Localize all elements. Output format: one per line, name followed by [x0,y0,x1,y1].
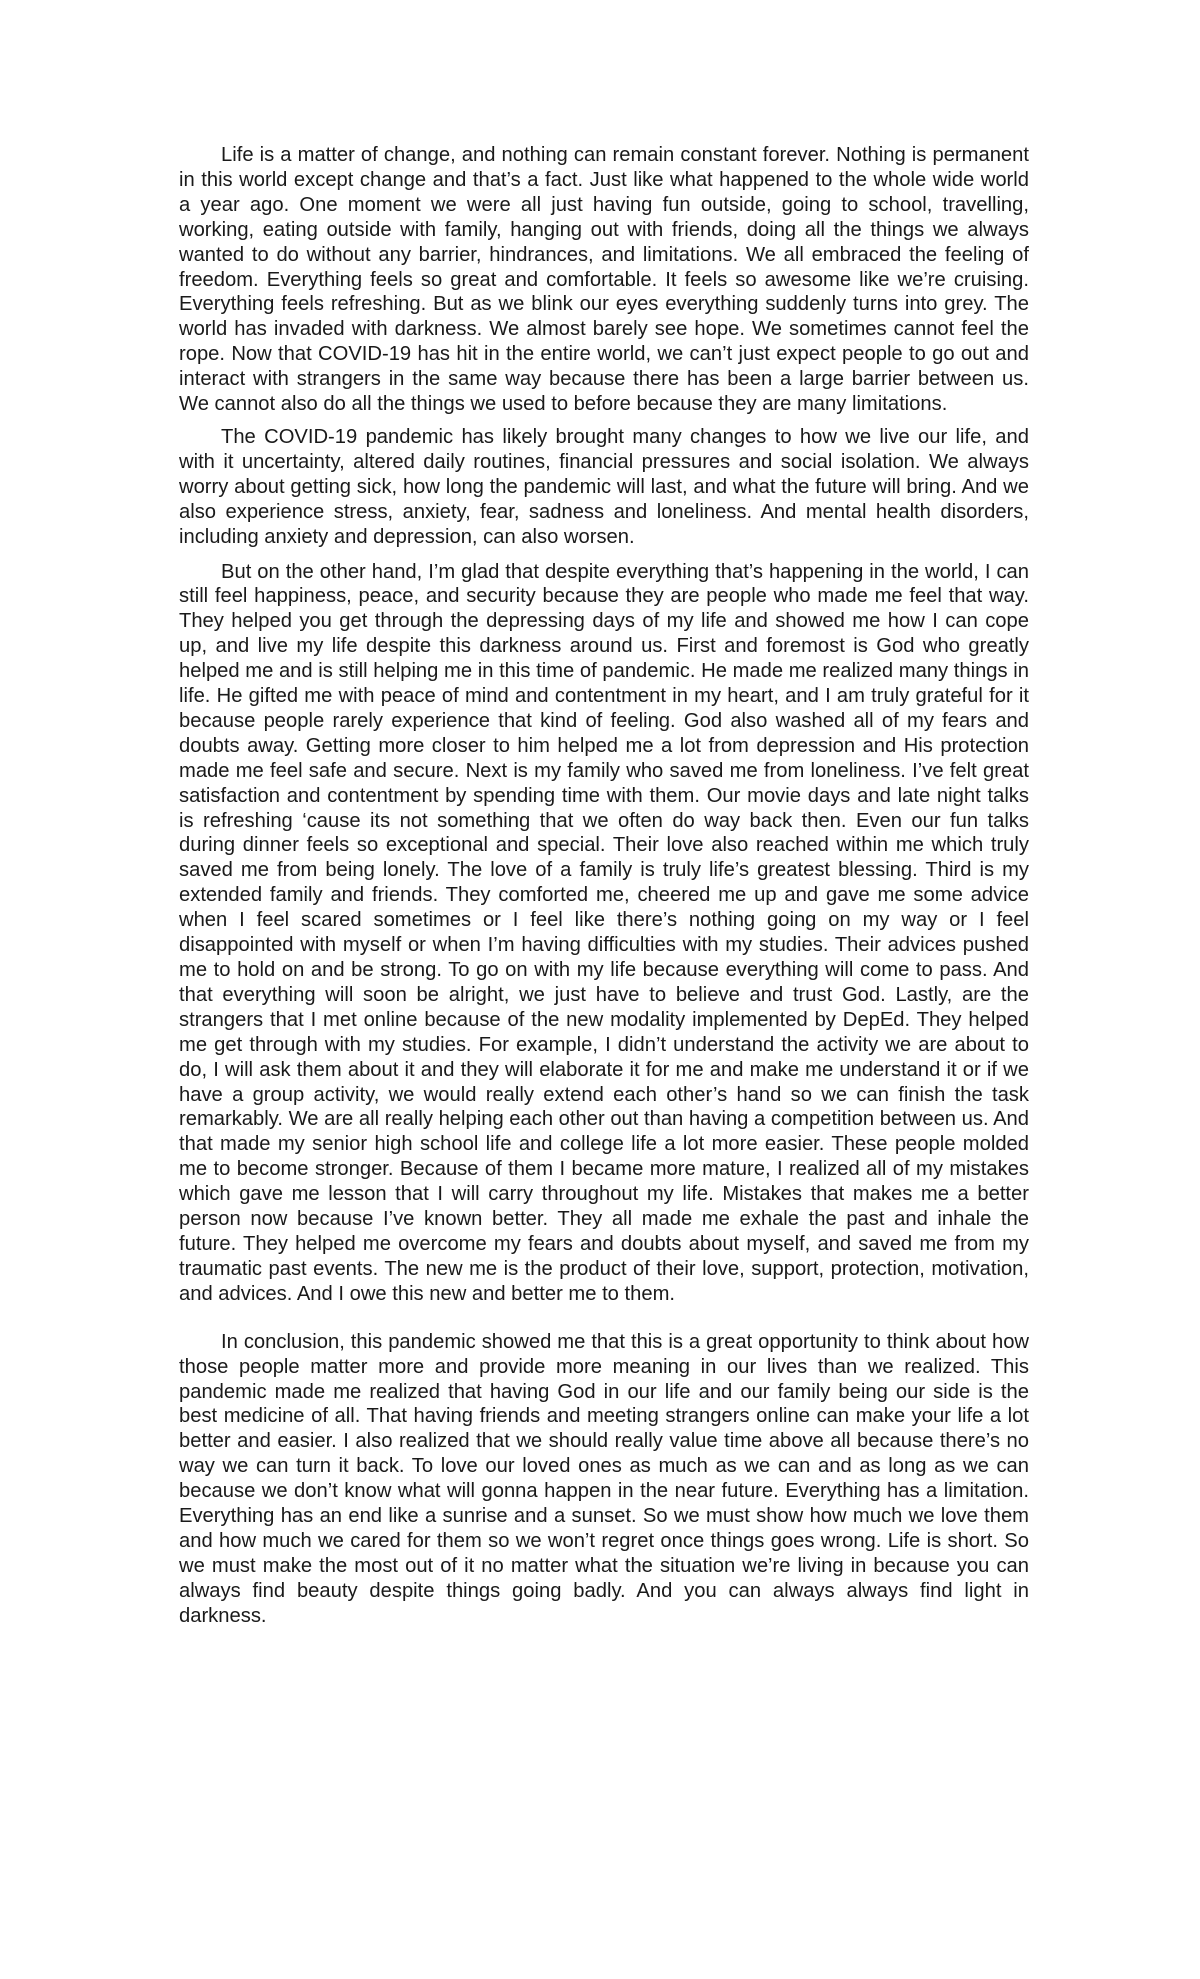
paragraph-conclusion: In conclusion, this pandemic showed me that this is a great opportunity to think about how those people matter more and provide more meaning in our lives than we realized. This pandemic made me realized that having God in our life and our family being our side is the best medicine of all. That having friends and meeting strangers online can make your life a lot better and easier. I also realized that we should really value time above all because there’s no way we can turn it back. To love our loved ones as much as we can and as long as we can because we don’t know what will gonna happen in the near future. Everything has a limitation. Everything has an end like a sunrise and a sunset. So we must show how much we love them and how much we cared for them so we won’t regret once things goes wrong. Life is short. So we must make the most out of it no matter what the situation we’re living in because you can always find beauty despite things going badly. And you can always always find light in darkness. [179,1330,1029,1627]
paragraph-pandemic-effects: The COVID-19 pandemic has likely brought many changes to how we live our life, and with it uncertainty, altered daily routines, financial pressures and social isolation. We always worry about getting sick, how long the pandemic will last, and what the future will bring. And we also experience stress, anxiety, fear, sadness and loneliness. And mental health disorders, including anxiety and depression, can also worsen. [179,425,1029,548]
paragraph-people-who-helped: But on the other hand, I’m glad that despite everything that’s happening in the world, I can still feel happiness, peace, and security because they are people who made me feel that way. They helped you get through the depressing days of my life and showed me how I can cope up, and live my life despite this darkness around us. First and foremost is God who greatly helped me and is still helping me in this time of pandemic. He made me realized many things in life. He gifted me with peace of mind and contentment in my heart, and I am truly grateful for it because people rarely experience that kind of feeling. God also washed all of my fears and doubts away. Getting more closer to him helped me a lot from depression and His protection made me feel safe and secure. Next is my family who saved me from loneliness. I’ve felt great satisfaction and contentment by spending time with them. Our movie days and late night talks is refreshing ‘cause its not something that we often do way back then. Even our fun talks during dinner feels so exceptional and special. Their love also reached within me which truly saved me from being lonely. The love of a family is truly life’s greatest blessing. Third is my extended family and friends. They comforted me, cheered me up and gave me some advice when I feel scared sometimes or I feel like there’s nothing going on my way or I feel disappointed with myself or when I’m having difficulties with my studies. Their advices pushed me to hold on and be strong. To go on with my life because everything will come to pass. And that everything will soon be alright, we just have to believe and trust God. Lastly, are the strangers that I met online because of the new modality implemented by DepEd. They helped me get through with my studies. For example, I didn’t understand the activity we are about to do, I will ask them about it and they will elaborate it for me and make me understand it or if we have a group activity, we would really extend each other’s hand so we can finish the task remarkably. We are all really helping each other out than having a competition between us. And that made my senior high school life and college life a lot more easier. These people molded me to become stronger. Because of them I became more mature, I realized all of my mistakes which gave me lesson that I will carry throughout my life. Mistakes that makes me a better person now because I’ve known better. They all made me exhale the past and inhale the future. They helped me overcome my fears and doubts about myself, and saved me from my traumatic past events. The new me is the product of their love, support, protection, motivation, and advices. And I owe this new and better me to them. [179,560,1029,1305]
essay-body [179,143,1029,1629]
paragraph-change-and-pandemic: Life is a matter of change, and nothing can remain constant forever. Nothing is permanent in this world except change and that’s a fact. Just like what happened to the whole wide world a year ago. One moment we were all just having fun outside, going to school, travelling, working, eating outside with family, hanging out with friends, doing all the things we always wanted to do without any barrier, hindrances, and limitations. We all embraced the feeling of freedom. Everything feels so great and comfortable. It feels so awesome like we’re cruising. Everything feels refreshing. But as we blink our eyes everything suddenly turns into grey. The world has invaded with darkness. We almost barely see hope. We sometimes cannot feel the rope. Now that COVID-19 has hit in the entire world, we can’t just expect people to go out and interact with strangers in the same way because there has been a large barrier between us. We cannot also do all the things we used to before because they are many limitations. [179,144,1029,416]
